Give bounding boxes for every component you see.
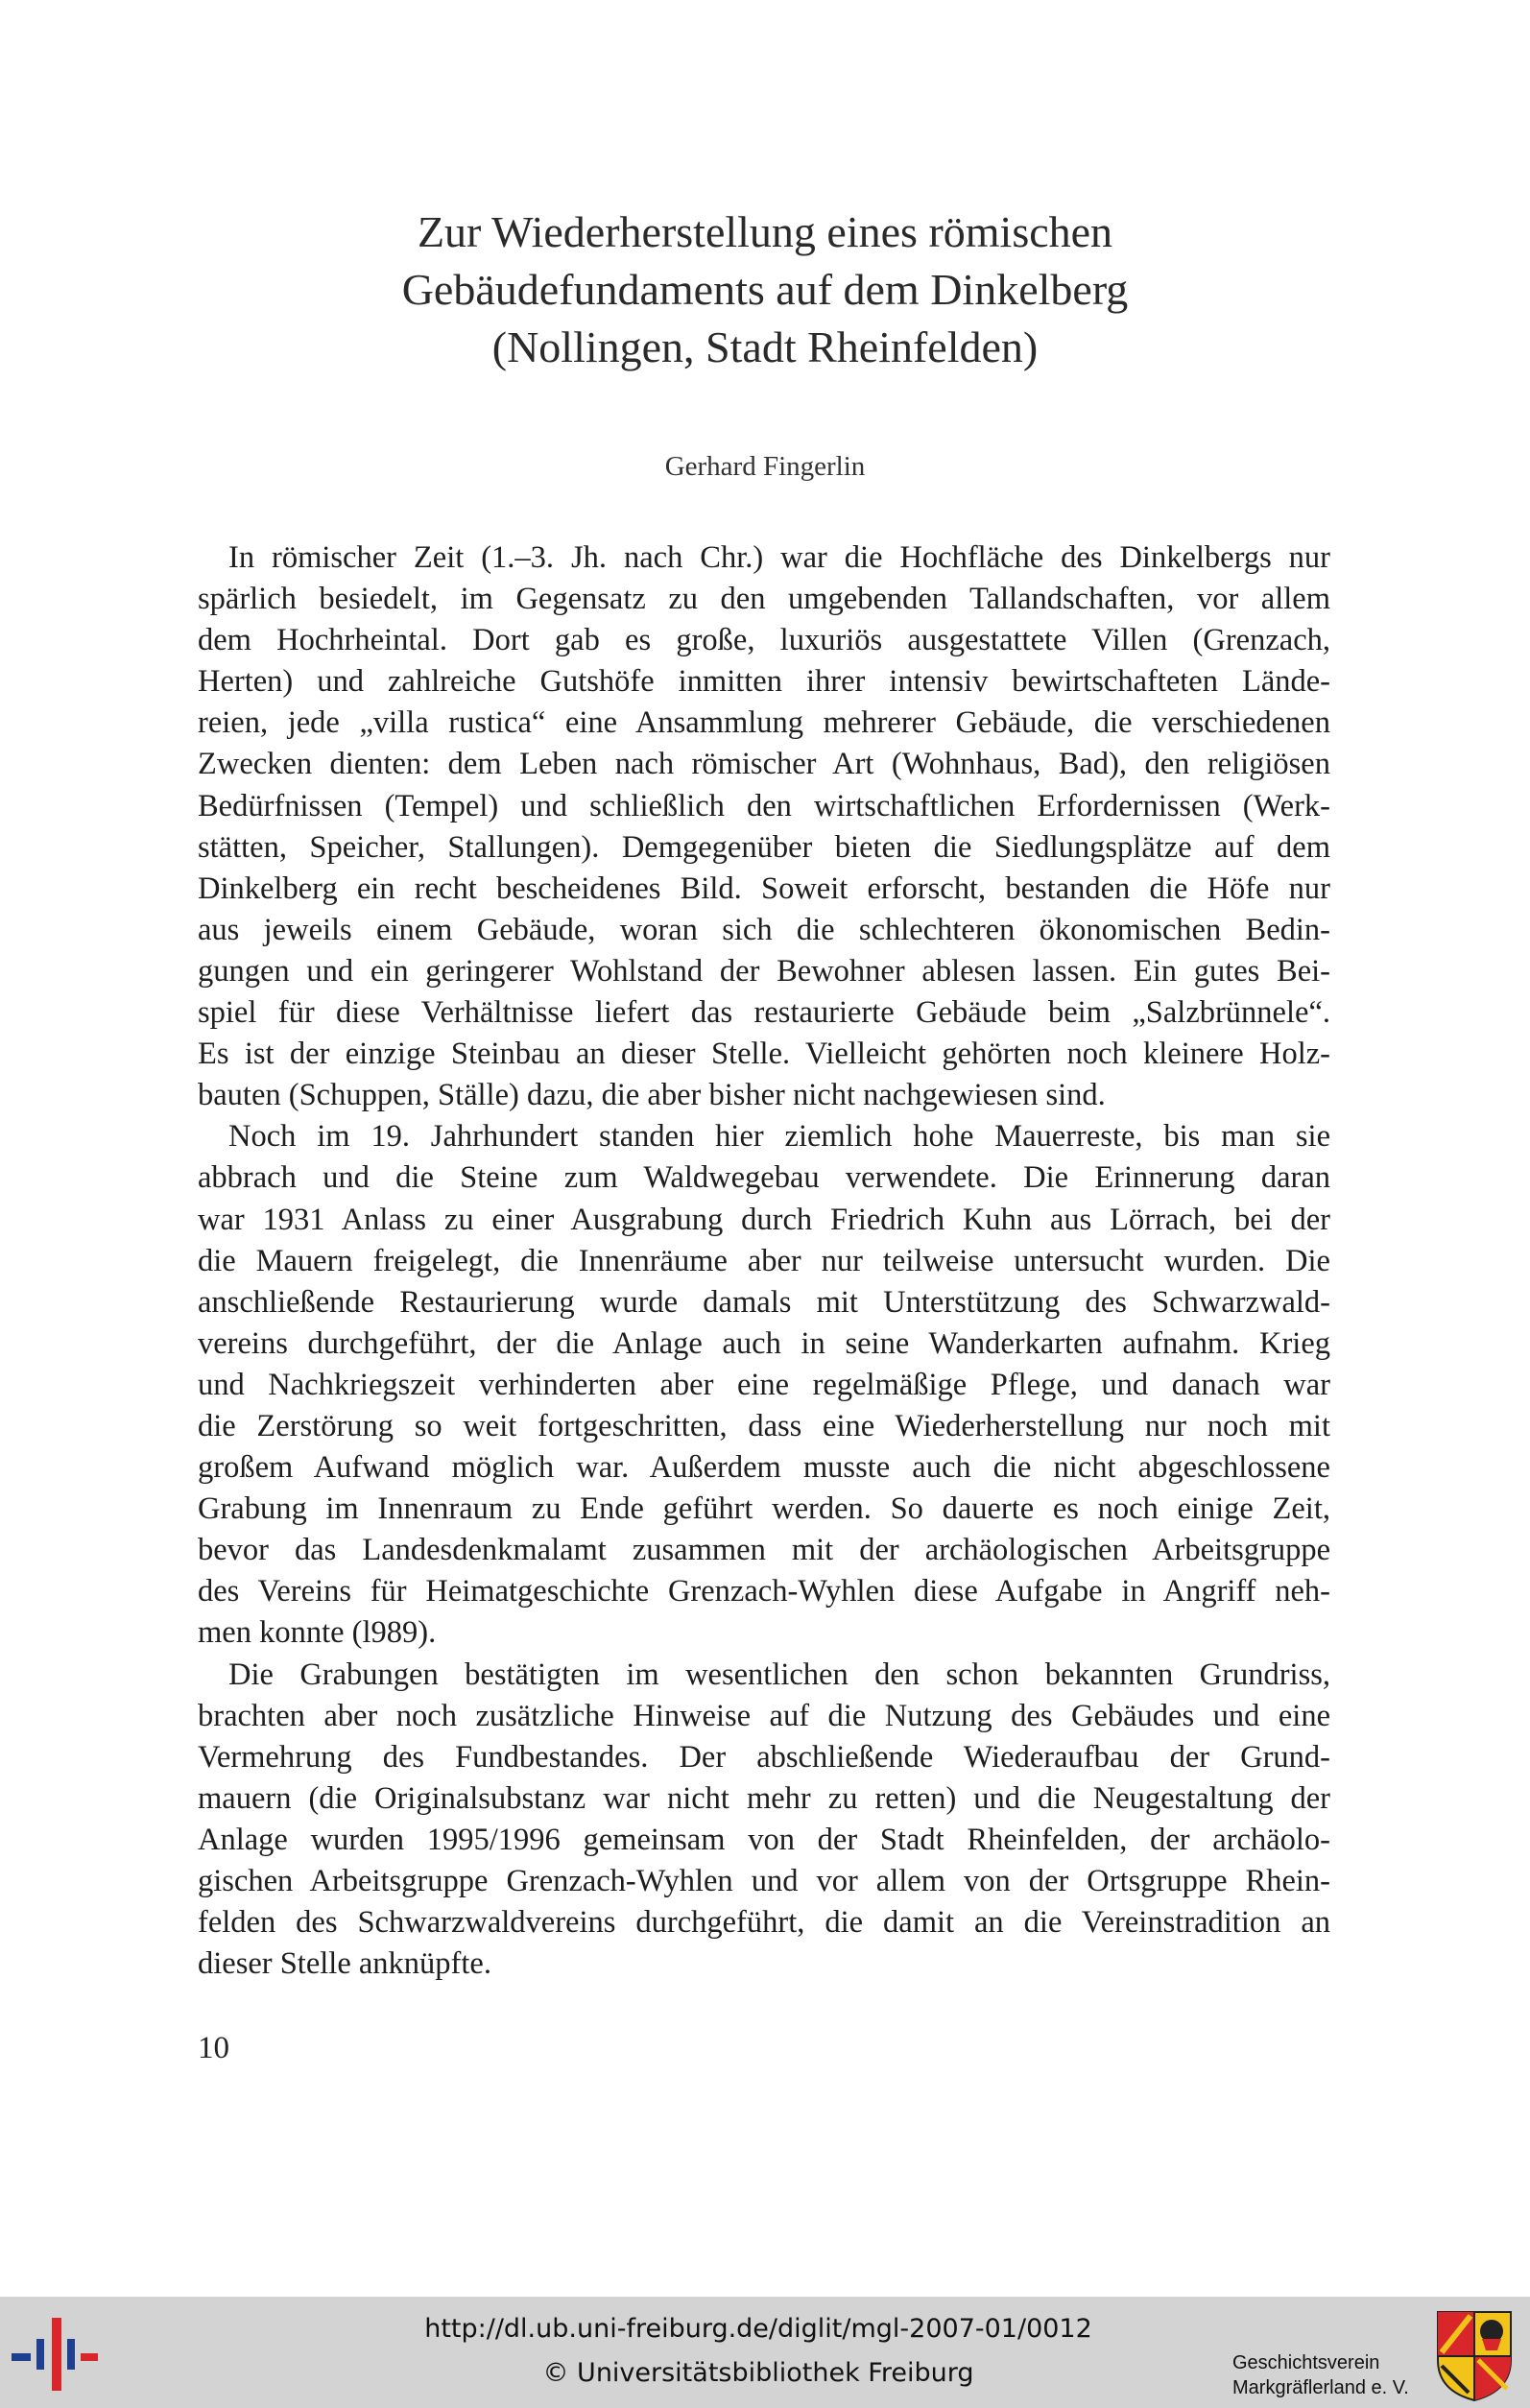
text-line: aus jeweils einem Gebäude, woran sich die schlechteren ökonomischen Bedin-: [198, 912, 1330, 947]
article-title: [192, 203, 1338, 376]
text-line: spiel für diese Verhältnisse liefert das restaurierte Gebäude beim „Salzbrünnele“.: [198, 995, 1330, 1031]
text-line: die Zerstörung so weit fortgeschritten, dass eine Wiederherstellung nur noch mit: [198, 1408, 1330, 1443]
text-line: dem Hochrheintal. Dort gab es große, luxuriös ausgestattete Villen (Grenzach,: [198, 623, 1330, 658]
page-number: 10: [198, 2031, 229, 2065]
title-line-1: Zur Wiederherstellung eines römischen: [417, 207, 1113, 256]
text-line: bauten (Schuppen, Ställe) dazu, die aber bisher nicht nachgewiesen sind.: [198, 1078, 1106, 1113]
text-line: brachten aber noch zusätzliche Hinweise auf die Nutzung des Gebäudes und eine: [198, 1698, 1330, 1733]
ub-freiburg-logo-icon[interactable]: [12, 2310, 98, 2396]
article-body: [198, 537, 1330, 1985]
text-line: Dinkelberg ein recht bescheidenes Bild. Soweit erforscht, bestanden die Höfe nur: [198, 870, 1330, 906]
text-line: Herten) und zahlreiche Gutshöfe inmitten ihrer intensiv bewirtschafteten Lände-: [198, 664, 1330, 700]
text-line: gischen Arbeitsgruppe Grenzach-Wyhlen und vor allem von der Ortsgruppe Rhein-: [198, 1864, 1330, 1898]
text-line: großem Aufwand möglich war. Außerdem musste auch die nicht abgeschlossene: [198, 1450, 1330, 1486]
society-name: [1232, 2350, 1409, 2400]
text-line: Die Grabungen bestätigten im wesentlichen den schon bekannten Grundriss,: [228, 1657, 1330, 1692]
coat-of-arms-icon: [1436, 2310, 1513, 2402]
text-line: abbrach und die Steine zum Waldwegebau verwendete. Die Erinnerung daran: [198, 1160, 1330, 1196]
author-name: Gerhard Fingerlin: [664, 451, 866, 482]
text-line: Zwecken dienten: dem Leben nach römischer Art (Wohnhaus, Bad), den religiösen: [198, 747, 1330, 782]
footer-bar: [0, 2297, 1530, 2408]
text-line: bevor das Landesdenkmalamt zusammen mit der archäologischen Arbeitsgruppe: [198, 1533, 1330, 1568]
paragraph: [198, 537, 1330, 1116]
text-line: die Mauern freigelegt, die Innenräume aber nur teilweise untersucht wurden. Die: [198, 1243, 1330, 1278]
text-line: Anlage wurden 1995/1996 gemeinsam von der Stadt Rheinfelden, der archäolo-: [198, 1822, 1330, 1857]
text-line: des Vereins für Heimatgeschichte Grenzach-Wyhlen diese Aufgabe in Angriff neh-: [198, 1574, 1330, 1609]
text-line: reien, jede „villa rustica“ eine Ansammlung mehrerer Gebäude, die verschiedenen: [198, 705, 1330, 741]
text-line: dieser Stelle anknüpfte.: [198, 1946, 491, 1982]
text-line: In römischer Zeit (1.–3. Jh. nach Chr.) war die Hochfläche des Dinkelbergs nur: [228, 540, 1330, 575]
text-line: Grabung im Innenraum zu Ende geführt werden. So dauerte es noch einige Zeit,: [198, 1491, 1330, 1527]
text-line: mauern (die Originalsubstanz war nicht mehr zu retten) und die Neugestaltung der: [198, 1780, 1330, 1816]
society-name-line-1: Geschichtsverein: [1232, 2352, 1380, 2373]
text-line: anschließende Restaurierung wurde damals mit Unterstützung des Schwarzwald-: [198, 1284, 1330, 1320]
text-line: vereins durchgeführt, der die Anlage auch in seine Wanderkarten aufnahm. Krieg: [198, 1325, 1330, 1361]
society-name-line-2: Markgräflerland e. V.: [1232, 2377, 1409, 2398]
title-line-2: Gebäudefundaments auf dem Dinkelberg: [401, 265, 1129, 314]
paragraph: [198, 1655, 1330, 1986]
paragraph: [198, 1116, 1330, 1654]
text-line: Es ist der einzige Steinbau an dieser Stelle. Vielleicht gehörten noch kleinere Holz-: [198, 1037, 1330, 1072]
text-line: Bedürfnissen (Tempel) und schließlich den wirtschaftlichen Erfordernissen (Werk-: [198, 788, 1330, 823]
footer-copyright: © Universitätsbibliothek Freiburg: [542, 2358, 974, 2388]
text-line: Noch im 19. Jahrhundert standen hier ziemlich hohe Mauerreste, bis man sie: [228, 1119, 1330, 1155]
text-line: felden des Schwarzwaldvereins durchgeführt, die damit an die Vereinstradition an: [198, 1905, 1330, 1941]
text-line: und Nachkriegszeit verhinderten aber eine regelmäßige Pflege, und danach war: [198, 1367, 1330, 1402]
text-line: Vermehrung des Fundbestandes. Der abschließende Wiederaufbau der Grund-: [198, 1739, 1330, 1775]
footer-url-link[interactable]: http://dl.ub.uni-freiburg.de/diglit/mgl-2007-01/0012: [424, 2314, 1092, 2344]
title-line-3: (Nollingen, Stadt Rheinfelden): [491, 322, 1039, 371]
text-line: stätten, Speicher, Stallungen). Demgegenüber bieten die Siedlungsplätze auf dem: [198, 829, 1330, 865]
text-line: war 1931 Anlass zu einer Ausgrabung durch Friedrich Kuhn aus Lörrach, bei der: [198, 1202, 1330, 1237]
text-line: gungen und ein geringerer Wohlstand der Bewohner ablesen lassen. Ein gutes Bei-: [198, 953, 1330, 989]
text-line: spärlich besiedelt, im Gegensatz zu den umgebenden Tallandschaften, vor allem: [198, 582, 1330, 617]
text-line: men konnte (l989).: [198, 1615, 437, 1651]
